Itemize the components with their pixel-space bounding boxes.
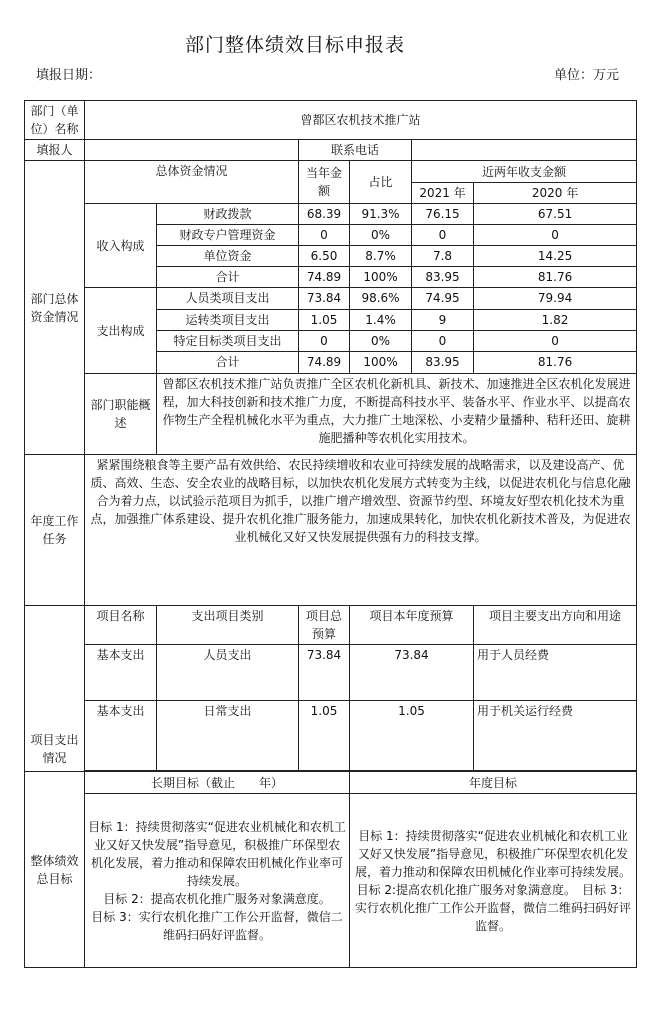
income-total-2021: 83.95 (412, 267, 474, 288)
income-2020: 0 (474, 224, 637, 245)
duty-text: 曾都区农机技术推广站负责推广全区农机化新机具、新技术、加速推进全区农机化发展进程，加大科技创新和技术推广力度，不断提高科技水平、装备水平、作业水平、以提高农作物生产全程机械化水平为重点，大力推广土地深松、小麦精少量播种、秸秆还田、旋耕施肥播种等农机化实用技术。 (157, 374, 637, 455)
goals-annual-header: 年度目标 (350, 772, 637, 794)
expense-total-2021: 83.95 (412, 351, 474, 373)
long-goal-1: 目标 1：持续贯彻落实“促进农业机械化和农机工业又好又快发展”指导意见，积极推广环保型农机化发展，着力推动和保障农田机械化作业率可持续发展。 (88, 819, 346, 888)
income-total-2020: 81.76 (474, 267, 637, 288)
income-ratio: 91.3% (350, 203, 412, 224)
expense-total-2020: 81.76 (474, 351, 637, 373)
project-year-header: 项目本年度预算 (350, 605, 474, 644)
expense-current: 73.84 (299, 288, 350, 309)
phone-label: 联系电话 (299, 140, 412, 161)
income-total-current: 74.89 (299, 267, 350, 288)
annual-task-label: 年度工作任务 (25, 454, 85, 605)
reporter-label: 填报人 (25, 140, 85, 161)
income-2020: 67.51 (474, 203, 637, 224)
dept-label: 部门（单位）名称 (25, 101, 85, 140)
expense-name: 特定目标类项目支出 (157, 330, 299, 351)
expense-2020: 0 (474, 330, 637, 351)
fill-date-label: 填报日期： (36, 68, 102, 83)
dept-name: 曾都区农机技术推广站 (85, 101, 637, 140)
project-total: 73.84 (299, 645, 350, 700)
long-goal-2: 目标 2：提高农机化推广服务对象满意度。 (103, 891, 331, 906)
income-name: 财政专户管理资金 (157, 224, 299, 245)
projects-label: 项目支出情况 (25, 605, 85, 771)
income-label: 收入构成 (85, 203, 157, 288)
expense-ratio: 1.4% (350, 309, 412, 330)
annual-task-text: 紧紧围绕粮食等主要产品有效供给、农民持续增收和农业可持续发展的战略需求，以及建设高产、优质、高效、生态、安全农业的战略目标，以加快农机化发展方式转变为主线，以促进农机化与信息化融合为着力点，以试验示范项目为抓手，以推广增产增效型、资源节约型、环境友好型农机化技术为重点，加强推广体系建设、提升农机化推广服务能力，加速成果转化，加快农机化新技术普及，为促进农业机械化又好又快发展提供强有力的科技支撑。 (85, 454, 637, 605)
expense-row (25, 288, 637, 309)
project-purpose: 用于机关运行经费 (474, 700, 637, 771)
reporter-value[interactable] (85, 140, 299, 161)
expense-2020: 79.94 (474, 288, 637, 309)
funds-recent-header: 近两年收支金额 (412, 161, 637, 182)
project-year: 73.84 (350, 645, 474, 700)
income-2021: 7.8 (412, 246, 474, 267)
funds-section-label: 部门总体资金情况 (25, 161, 85, 454)
funds-ratio-header: 占比 (350, 161, 412, 203)
income-name: 财政拨款 (157, 203, 299, 224)
project-year: 1.05 (350, 700, 474, 771)
expense-name: 运转类项目支出 (157, 309, 299, 330)
expense-ratio: 0% (350, 330, 412, 351)
income-2020: 14.25 (474, 246, 637, 267)
income-total-ratio: 100% (350, 267, 412, 288)
project-purpose-header: 项目主要支出方向和用途 (474, 605, 637, 644)
income-current: 68.39 (299, 203, 350, 224)
annual-goal-1: 目标 1：持续贯彻落实“促进农业机械化和农机工业又好又快发展”指导意见，积极推广环保型农机化发展，着力推动和保障农田机械化作业率可持续发展。 (355, 828, 632, 879)
project-type: 日常支出 (157, 700, 299, 771)
income-2021: 76.15 (412, 203, 474, 224)
project-purpose: 用于人员经费 (474, 645, 637, 700)
goals-long-text (85, 794, 350, 968)
goals-label: 整体绩效总目标 (25, 772, 85, 968)
funds-overall-header: 总体资金情况 (85, 161, 299, 203)
unit-label: 单位：万元 (553, 68, 619, 83)
duty-label: 部门职能概述 (85, 374, 157, 455)
project-total-header: 项目总预算 (299, 605, 350, 644)
funds-2020-header: 2020 年 (474, 182, 637, 203)
project-total: 1.05 (299, 700, 350, 771)
performance-form-table (24, 100, 637, 968)
expense-label: 支出构成 (85, 288, 157, 374)
income-current: 0 (299, 224, 350, 245)
expense-2021: 0 (412, 330, 474, 351)
project-type-header: 支出项目类别 (157, 605, 299, 644)
expense-current: 0 (299, 330, 350, 351)
page-title: 部门整体绩效目标申报表 (184, 34, 405, 56)
project-row (25, 700, 637, 771)
income-current: 6.50 (299, 246, 350, 267)
project-name: 基本支出 (85, 700, 157, 771)
expense-ratio: 98.6% (350, 288, 412, 309)
goals-long-header: 长期目标（截止 年） (85, 772, 350, 794)
income-name: 单位资金 (157, 246, 299, 267)
funds-2021-header: 2021 年 (412, 182, 474, 203)
funds-current-header: 当年金额 (299, 161, 350, 203)
project-row (25, 645, 637, 700)
income-ratio: 0% (350, 224, 412, 245)
income-row (25, 203, 637, 224)
annual-goal-2: 目标 2:提高农机化推广服务对象满意度。 目标 3：实行农机化推广工作公开监督，微信二维码扫码好评监督。 (355, 882, 632, 933)
expense-2020: 1.82 (474, 309, 637, 330)
project-name: 基本支出 (85, 645, 157, 700)
long-goal-3: 目标 3：实行农机化推广工作公开监督，微信二维码扫码好评监督。 (91, 909, 343, 942)
expense-total-current: 74.89 (299, 351, 350, 373)
expense-total-name: 合计 (157, 351, 299, 373)
income-ratio: 8.7% (350, 246, 412, 267)
goals-annual-text (350, 794, 637, 968)
income-2021: 0 (412, 224, 474, 245)
expense-current: 1.05 (299, 309, 350, 330)
expense-2021: 9 (412, 309, 474, 330)
project-name-header: 项目名称 (85, 605, 157, 644)
phone-value[interactable] (412, 140, 637, 161)
project-type: 人员支出 (157, 645, 299, 700)
income-total-name: 合计 (157, 267, 299, 288)
expense-total-ratio: 100% (350, 351, 412, 373)
expense-name: 人员类项目支出 (157, 288, 299, 309)
expense-2021: 74.95 (412, 288, 474, 309)
